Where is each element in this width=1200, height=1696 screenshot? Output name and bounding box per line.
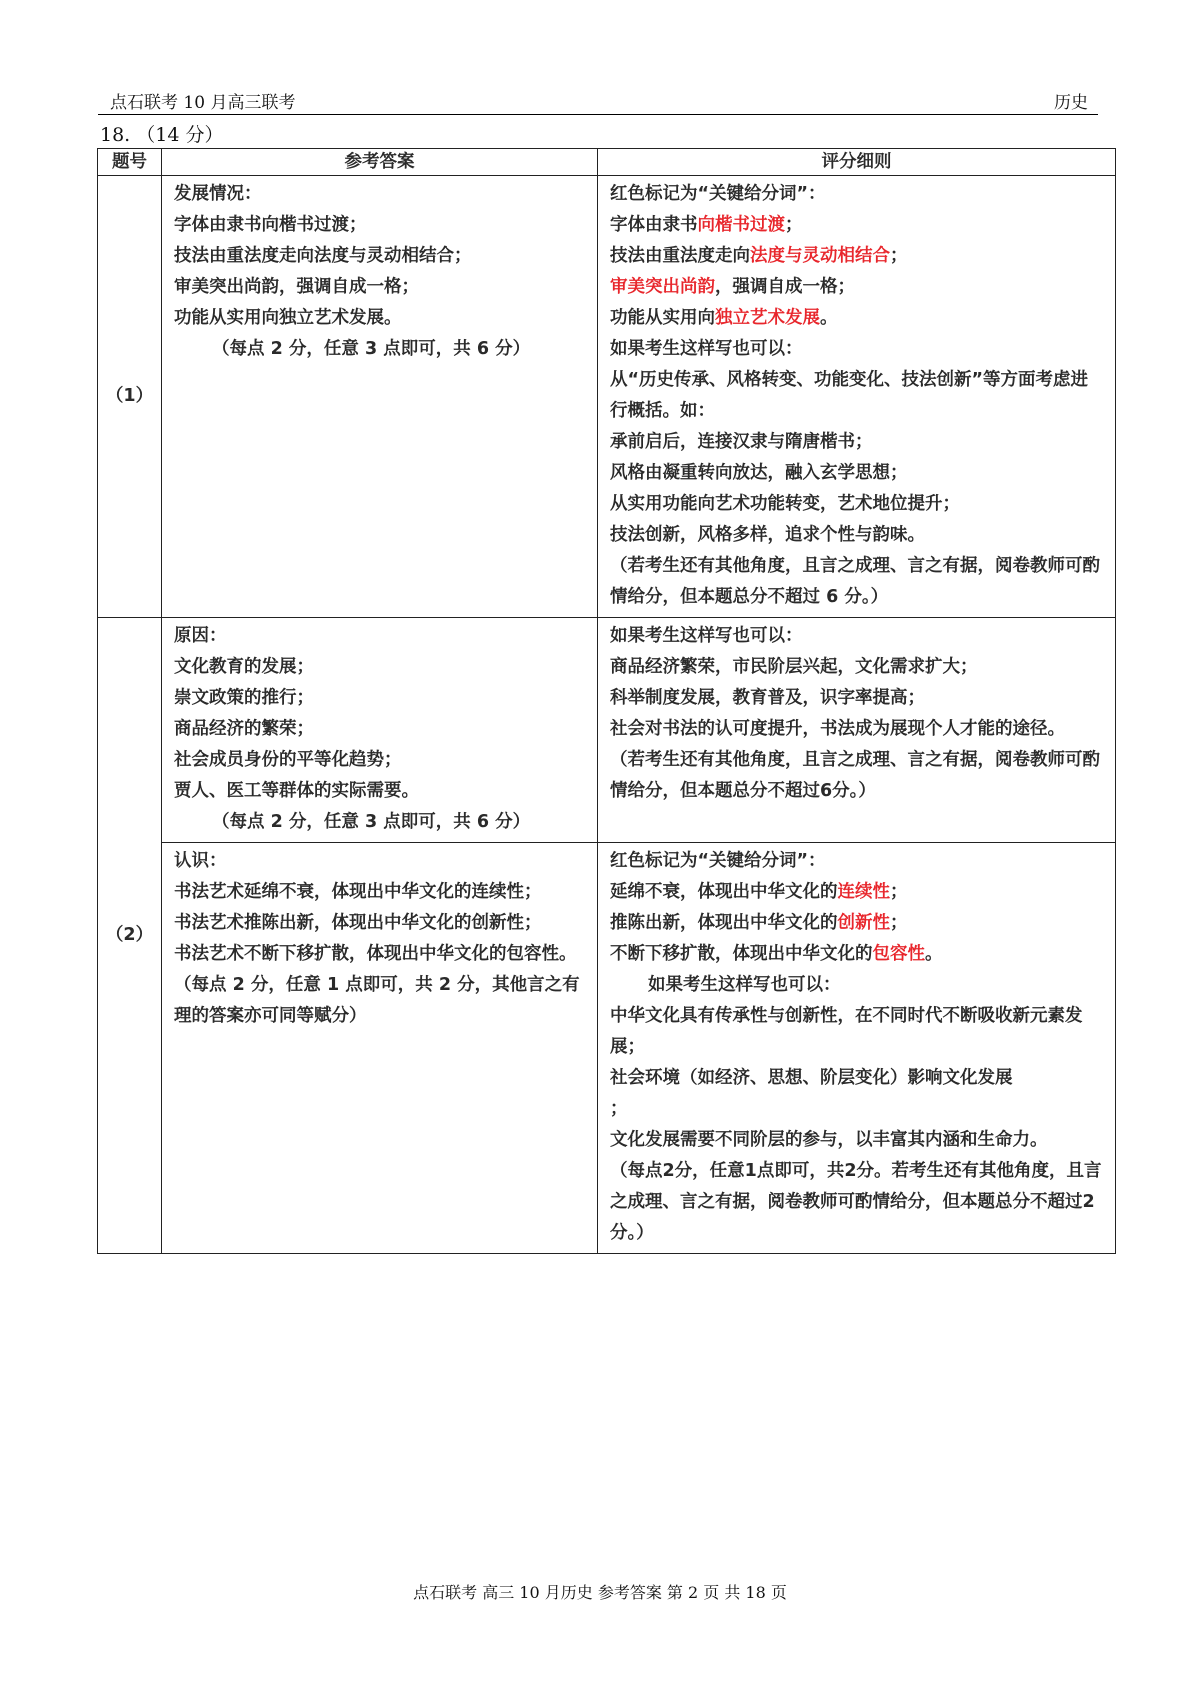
alt-line: 科举制度发展，教育普及，识字率提高； [610,688,925,708]
alt-line: 文化发展需要不同阶层的参与，以丰富其内涵和生命力。 [610,1130,1048,1150]
alt-intro: 如果考生这样写也可以： [610,339,803,359]
table-row-part2-reasons [98,618,1116,843]
rubric-line: 功能从实用向独立艺术发展。 [610,308,838,328]
part1-answer [162,176,598,618]
page-footer: 点石联考 高三 10 月历史 参考答案 第 2 页 共 18 页 [413,1583,787,1602]
rubric-intro: 红色标记为“关键给分词”： [610,184,826,204]
answer-line: 技法由重法度走向法度与灵动相结合； [174,246,472,266]
header-rubric: 评分细则 [598,149,1116,176]
rubric-intro: 红色标记为“关键给分词”： [610,851,826,871]
rubric-line: 不断下移扩散，体现出中华文化的包容性。 [610,944,943,964]
part2-understanding [162,843,598,1254]
answer-line: 书法艺术推陈出新，体现出中华文化的创新性； [174,913,542,933]
rubric-line: 审美突出尚韵，强调自成一格； [610,277,855,297]
rubric-line: 字体由隶书向楷书过渡； [610,215,803,235]
alt-intro: 如果考生这样写也可以： [610,626,803,646]
alt-line: 商品经济繁荣，市民阶层兴起，文化需求扩大； [610,657,978,677]
header-answer: 参考答案 [162,149,598,176]
exam-name: 点石联考 10 月高三联考 [110,93,296,113]
alt-intro: 如果考生这样写也可以： [648,975,841,995]
alt-line: ； [610,1099,628,1119]
answer-table [97,148,1116,1254]
answer-line: 审美突出尚韵，强调自成一格； [174,277,419,297]
alt-line: 从实用功能向艺术功能转变，艺术地位提升； [610,494,960,514]
keyword: 审美突出尚韵 [610,277,715,297]
keyword: 向楷书过渡 [697,215,785,235]
part1-rubric [598,176,1116,618]
answer-line: 原因： [174,626,227,646]
keyword: 连续性 [837,882,890,902]
alt-line: 中华文化具有传承性与创新性，在不同时代不断吸收新元素发展； [610,1006,1083,1057]
answer-line: 字体由隶书向楷书过渡； [174,215,367,235]
score-note: （每点 2 分，任意 3 点即可，共 6 分） [212,812,531,832]
keyword: 包容性 [872,944,925,964]
table-header-row [98,149,1116,176]
alt-line: 社会环境（如经济、思想、阶层变化）影响文化发展 [610,1068,1013,1088]
part2-reasons [162,618,598,843]
answer-line: 社会成员身份的平等化趋势； [174,750,402,770]
keyword: 创新性 [837,913,890,933]
answer-line: 书法艺术延绵不衰，体现出中华文化的连续性； [174,882,542,902]
question-title: 18. （14 分） [100,124,224,146]
part2-understanding-rubric [598,843,1116,1254]
answer-line: 文化教育的发展； [174,657,314,677]
score-note: （每点 2 分，任意 3 点即可，共 6 分） [212,339,531,359]
answer-line: 贾人、医工等群体的实际需要。 [174,781,419,801]
alt-line: 社会对书法的认可度提升，书法成为展现个人才能的途径。 [610,719,1065,739]
answer-line: 发展情况： [174,184,262,204]
part1-number: （1） [98,176,162,618]
keyword: 法度与灵动相结合 [750,246,890,266]
rubric-note: （若考生还有其他角度，且言之成理、言之有据，阅卷教师可酌情给分，但本题总分不超过 6 分。） [610,556,1100,607]
page-header [98,86,1098,115]
rubric-note: （若考生还有其他角度，且言之成理、言之有据，阅卷教师可酌情给分，但本题总分不超过6分。） [610,750,1100,801]
answer-line: 崇文政策的推行； [174,688,314,708]
header-number: 题号 [98,149,162,176]
rubric-note: （每点2分，任意1点即可，共2分。若考生还有其他角度，且言之成理、言之有据，阅卷教师可酌情给分，但本题总分不超过2分。） [610,1161,1102,1243]
rubric-line: 延绵不衰，体现出中华文化的连续性； [610,882,908,902]
alt-line: 从“历史传承、风格转变、功能变化、技法创新”等方面考虑进行概括。如： [610,370,1089,421]
alt-line: 承前启后，连接汉隶与隋唐楷书； [610,432,873,452]
keyword: 独立艺术发展 [715,308,820,328]
answer-line: 认识： [174,851,227,871]
subject-name: 历史 [1054,93,1088,113]
rubric-line: 推陈出新，体现出中华文化的创新性； [610,913,908,933]
table-row-part1 [98,176,1116,618]
rubric-line: 技法由重法度走向法度与灵动相结合； [610,246,908,266]
part2-number: （2） [98,618,162,1254]
table-row-part2-understanding [98,843,1116,1254]
answer-line: 功能从实用向独立艺术发展。 [174,308,402,328]
part2-reasons-rubric [598,618,1116,843]
alt-line: 风格由凝重转向放达，融入玄学思想； [610,463,908,483]
score-note: （每点 2 分，任意 1 点即可，共 2 分，其他言之有理的答案亦可同等赋分） [174,975,580,1026]
answer-line: 书法艺术不断下移扩散，体现出中华文化的包容性。 [174,944,577,964]
alt-line: 技法创新，风格多样，追求个性与韵味。 [610,525,925,545]
answer-line: 商品经济的繁荣； [174,719,314,739]
